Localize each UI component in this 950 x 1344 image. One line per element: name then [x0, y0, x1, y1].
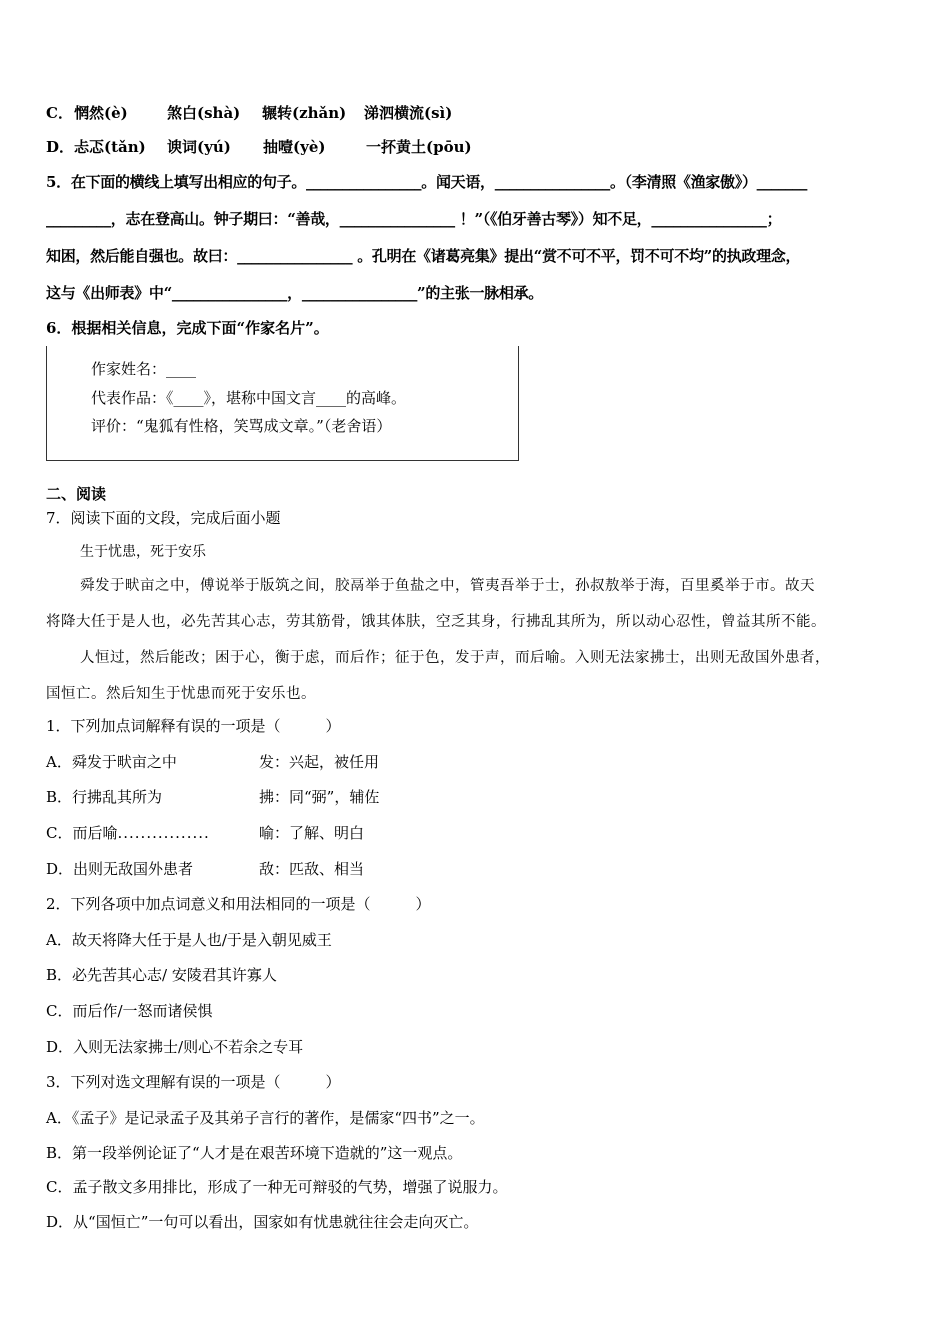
q5-line-1: 5．在下面的横线上填写出相应的句子。________________。闻天语，________________。（李清照《渔家傲》）_______ — [46, 173, 808, 191]
sub1-stem: 1．下列加点词解释有误的一项是（ ） — [46, 717, 341, 735]
option-item: 煞白(shà) — [167, 104, 241, 122]
sub1-option-c — [46, 823, 365, 843]
q5-line-2: _________，志在登高山。钟子期曰：“善哉，________________ ！”（《伯牙善古琴》）知不足，________________； — [46, 210, 782, 228]
essay-para-2-line-1: 人恒过，然后能改；困于心，衡于虑，而后作；征于色，发于声，而后喻。入则无法家拂士，出则无敌国外患者， — [80, 650, 830, 666]
essay-para-1-line-2: 将降大任于是人也，必先苦其心志，劳其筋骨，饿其体肤，空乏其身，行拂乱其所为，所以动心忍性，曾益其所不能。 — [46, 614, 826, 630]
q5-line-4: 这与《出师表》中“________________，________________”的主张一脉相承。 — [46, 284, 543, 302]
sub3-option-c: C．孟子散文多用排比，形成了一种无可辩驳的气势，增强了说服力。 — [46, 1178, 508, 1196]
option-item: 惘然(è) — [74, 104, 128, 122]
sub3-stem: 3．下列对选文理解有误的一项是（ ） — [46, 1073, 341, 1091]
card-author-name: 作家姓名：____ — [91, 360, 197, 378]
sub2-stem: 2．下列各项中加点词意义和用法相同的一项是（ ） — [46, 895, 431, 913]
q5-line-3: 知困，然后能自强也。故曰：________________ 。孔明在《诸葛亮集》提出“赏不可不平，罚不可不均”的执政理念， — [46, 247, 801, 265]
q6-title: 6．根据相关信息，完成下面“作家名片”。 — [46, 319, 329, 337]
option-text: A．舜发于畎亩之中 — [46, 753, 177, 771]
option-text: C．而后喻 — [46, 824, 118, 842]
section-heading: 二、阅读 — [46, 485, 107, 503]
sub2-option-a: A．故天将降大任于是人也/于是入朝见威王 — [46, 931, 332, 949]
q4-option-c — [46, 103, 453, 123]
option-item: 涕泗横流(sì) — [364, 104, 453, 122]
card-works: 代表作品：《____》，堪称中国文言____的高峰。 — [91, 389, 407, 407]
emphasis-dots: ................ — [117, 824, 210, 842]
sub1-option-b — [46, 787, 380, 807]
sub3-option-d: D．从“国恒亡”一句可以看出，国家如有忧患就往往会走向灭亡。 — [46, 1213, 479, 1231]
sub1-option-d — [46, 859, 365, 879]
option-item: 一抔黄土(pōu) — [366, 138, 472, 156]
option-explanation: 发：兴起，被任用 — [259, 753, 380, 771]
essay-title: 生于忧患，死于安乐 — [80, 544, 206, 560]
sub2-option-b: B．必先苦其心志/ 安陵君其许寡人 — [46, 966, 277, 984]
option-explanation: 喻：了解、明白 — [259, 824, 365, 842]
option-item: 谀词(yú) — [167, 138, 231, 156]
sub1-option-a — [46, 752, 380, 772]
essay-para-1-line-1: 舜发于畎亩之中，傅说举于版筑之间，胶鬲举于鱼盐之中，管夷吾举于士，孙叔敖举于海，百里奚举于市。故天 — [80, 578, 815, 594]
option-explanation: 敌：匹敌、相当 — [259, 860, 365, 878]
q7-title: 7．阅读下面的文段，完成后面小题 — [46, 509, 281, 527]
option-letter: C． — [46, 104, 73, 122]
author-card — [46, 346, 519, 461]
option-item: 抽噎(yè) — [263, 138, 326, 156]
q4-option-d — [46, 137, 472, 157]
card-review: 评价：“鬼狐有性格，笑骂成文章。”（老舍语） — [91, 417, 392, 435]
option-text: B．行拂乱其所为 — [46, 788, 163, 806]
sub2-option-d: D．入则无法家拂士/则心不若余之专耳 — [46, 1038, 304, 1056]
option-item: 辗转(zhǎn) — [262, 104, 347, 122]
option-letter: D． — [46, 138, 75, 156]
essay-para-2-line-2: 国恒亡。然后知生于忧患而死于安乐也。 — [46, 686, 316, 702]
sub2-option-c: C．而后作/一怒而诸侯惧 — [46, 1002, 213, 1020]
option-item: 忐忑(tǎn) — [74, 138, 146, 156]
option-explanation: 拂：同“弼”，辅佐 — [259, 788, 380, 806]
sub3-option-b: B．第一段举例论证了“人才是在艰苦环境下造就的”这一观点。 — [46, 1144, 463, 1162]
option-text: D．出则无敌国外患者 — [46, 860, 194, 878]
sub3-option-a: A．《孟子》是记录孟子及其弟子言行的著作，是儒家“四书”之一。 — [46, 1109, 485, 1127]
